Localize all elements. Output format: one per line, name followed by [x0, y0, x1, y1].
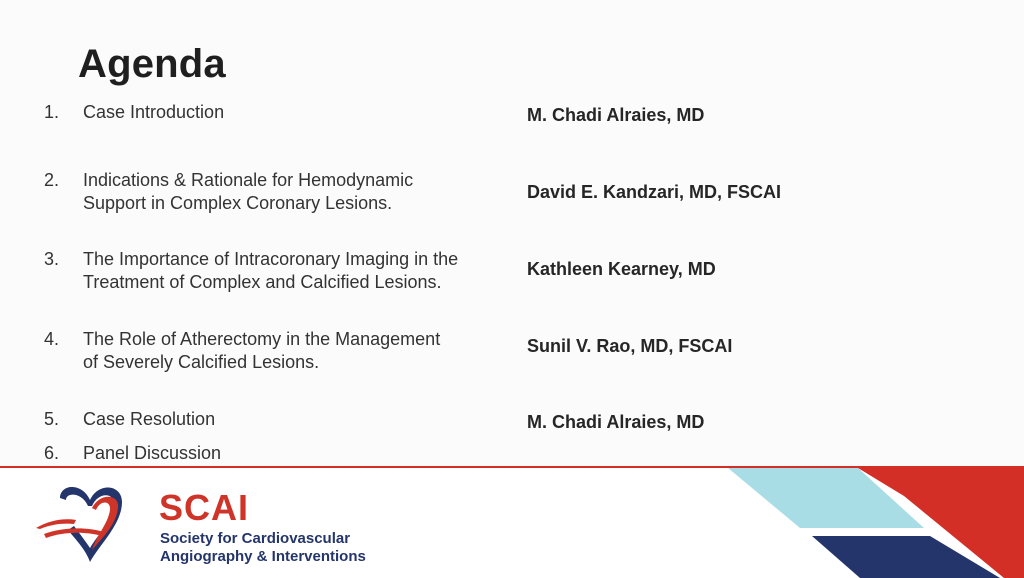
page-title: Agenda [78, 42, 226, 86]
agenda-number: 6. [44, 443, 60, 463]
speaker-3: Kathleen Kearney, MD [527, 259, 716, 279]
speaker-1: M. Chadi Alraies, MD [527, 105, 705, 125]
agenda-text: Indications & Rationale for Hemodynamic Support in Complex Coronary Lesions. [83, 170, 414, 213]
speaker-2: David E. Kandzari, MD, FSCAI [527, 182, 782, 202]
agenda-text: The Role of Atherectomy in the Management of Severely Calcified Lesions. [83, 329, 441, 372]
logo-subtitle-line1: Society for Cardiovascular [160, 530, 351, 547]
logo-name: SCAI [159, 487, 250, 528]
decorative-stripes [0, 468, 1024, 578]
agenda-text: Case Resolution [83, 409, 216, 429]
agenda-number: 4. [44, 329, 60, 349]
agenda-text: Panel Discussion [83, 443, 222, 463]
scai-heart-logo-icon [30, 484, 152, 566]
speaker-5: M. Chadi Alraies, MD [527, 412, 705, 432]
logo-subtitle-line2: Angiography & Interventions [160, 548, 366, 565]
agenda-number: 2. [44, 170, 60, 190]
agenda-number: 1. [44, 102, 60, 122]
agenda-number: 3. [44, 249, 60, 269]
footer-band [0, 466, 1024, 578]
agenda-text: The Importance of Intracoronary Imaging in the Treatment of Complex and Calcified Lesions. [83, 249, 459, 292]
agenda-number: 5. [44, 409, 60, 429]
speaker-4: Sunil V. Rao, MD, FSCAI [527, 336, 733, 356]
agenda-text: Case Introduction [83, 102, 225, 122]
